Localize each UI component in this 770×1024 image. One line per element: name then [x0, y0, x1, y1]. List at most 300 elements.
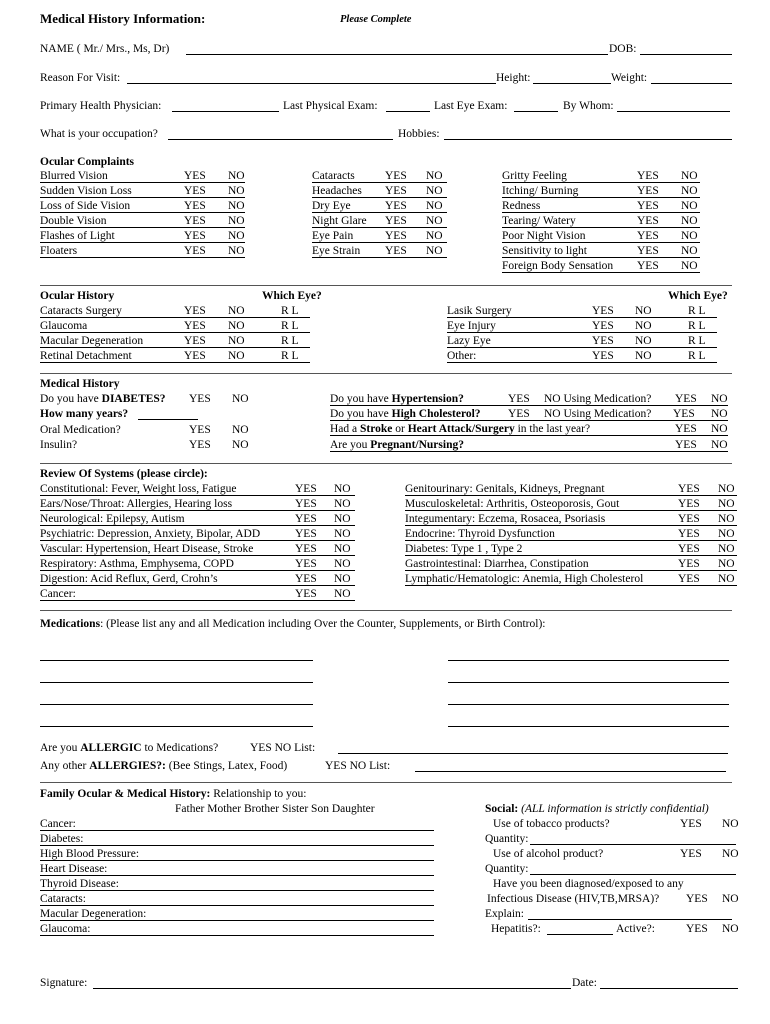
family-history-item: Cataracts: — [40, 893, 86, 905]
history-no[interactable]: NO — [635, 350, 652, 362]
review-item: Respiratory: Asthma, Emphysema, COPD — [40, 558, 234, 570]
complaint-yes[interactable]: YES — [637, 215, 659, 227]
by-whom-field[interactable] — [617, 111, 730, 112]
allergic-options[interactable]: YES NO List: — [250, 742, 316, 754]
stroke-no[interactable]: NO — [711, 423, 728, 435]
physician-label: Primary Health Physician: — [40, 100, 162, 112]
complaint-label: Blurred Vision — [40, 170, 108, 182]
history-yes[interactable]: YES — [592, 320, 614, 332]
name-label: NAME ( Mr./ Mrs., Ms, Dr) — [40, 43, 170, 55]
complaint-yes[interactable]: YES — [385, 215, 407, 227]
insulin-label: Insulin? — [40, 439, 78, 451]
family-history-field[interactable] — [40, 875, 434, 876]
cholesterol-question: Do you have High Cholesterol? — [330, 408, 481, 420]
complaint-yes[interactable]: YES — [184, 215, 206, 227]
complaint-yes[interactable]: YES — [385, 245, 407, 257]
complaint-label: Cataracts — [312, 170, 355, 182]
row-underline — [40, 332, 310, 333]
family-history-field[interactable] — [40, 830, 434, 831]
row-underline — [40, 570, 355, 571]
review-yes[interactable]: YES — [295, 483, 317, 495]
complaint-label: Dry Eye — [312, 200, 351, 212]
history-no[interactable]: NO — [228, 350, 245, 362]
how-many-years-label: How many years? — [40, 408, 129, 420]
review-yes[interactable]: YES — [678, 543, 700, 555]
eye-select[interactable]: R L — [688, 320, 706, 332]
complaint-yes[interactable]: YES — [637, 170, 659, 182]
other-allergies-question: Any other ALLERGIES?: (Bee Stings, Latex, Food) — [40, 760, 288, 772]
review-no[interactable]: NO — [334, 573, 351, 585]
complaint-no[interactable]: NO — [426, 215, 443, 227]
family-history-field[interactable] — [40, 905, 434, 906]
review-item: Psychiatric: Depression, Anxiety, Bipolar, ADD — [40, 528, 261, 540]
complaint-label: Foreign Body Sensation — [502, 260, 614, 272]
review-item: Cancer: — [40, 588, 76, 600]
review-item: Genitourinary: Genitals, Kidneys, Pregnant — [405, 483, 605, 495]
row-underline — [40, 525, 355, 526]
row-underline — [40, 212, 245, 213]
last-physical-field[interactable] — [386, 111, 430, 112]
medication-entry-field[interactable] — [448, 660, 729, 661]
cholesterol-yes[interactable]: YES — [508, 408, 530, 420]
complaint-no[interactable]: NO — [228, 230, 245, 242]
review-yes[interactable]: YES — [678, 513, 700, 525]
ocular-history-item: Retinal Detachment — [40, 350, 132, 362]
complaint-no[interactable]: NO — [228, 215, 245, 227]
signature-label: Signature: — [40, 977, 88, 989]
complaint-label: Flashes of Light — [40, 230, 115, 242]
row-underline — [330, 405, 728, 406]
hypertension-question: Do you have Hypertension? — [330, 393, 464, 405]
last-eye-label: Last Eye Exam: — [434, 100, 508, 112]
complaint-no[interactable]: NO — [426, 185, 443, 197]
hepatitis-label: Hepatitis?: — [491, 923, 541, 935]
family-history-item: Diabetes: — [40, 833, 84, 845]
complaint-no[interactable]: NO — [681, 260, 698, 272]
form-title: Medical History Information: — [40, 11, 206, 26]
history-no[interactable]: NO — [228, 305, 245, 317]
row-underline — [330, 420, 728, 421]
row-underline — [40, 242, 245, 243]
row-underline — [405, 510, 737, 511]
ocular-history-item: Other: — [447, 350, 477, 362]
row-underline — [312, 212, 447, 213]
eye-select[interactable]: R L — [281, 350, 299, 362]
complaint-yes[interactable]: YES — [184, 185, 206, 197]
tobacco-yes[interactable]: YES — [680, 818, 702, 830]
infectious-yes[interactable]: YES — [686, 893, 708, 905]
complaint-no[interactable]: NO — [681, 185, 698, 197]
eye-select[interactable]: R L — [688, 335, 706, 347]
complaint-yes[interactable]: YES — [184, 200, 206, 212]
medical-history-heading: Medical History — [40, 378, 120, 390]
complaint-no[interactable]: NO — [681, 230, 698, 242]
complaint-no[interactable]: NO — [426, 245, 443, 257]
review-item: Vascular: Hypertension, Heart Disease, Stroke — [40, 543, 254, 555]
family-history-item: Thyroid Disease: — [40, 878, 119, 890]
height-label: Height: — [496, 72, 531, 84]
history-yes[interactable]: YES — [184, 320, 206, 332]
row-underline — [405, 570, 737, 571]
review-yes[interactable]: YES — [678, 498, 700, 510]
row-underline — [40, 347, 310, 348]
eye-select[interactable]: R L — [281, 305, 299, 317]
row-underline — [312, 242, 447, 243]
family-history-item: High Blood Pressure: — [40, 848, 140, 860]
divider — [40, 463, 732, 464]
eye-select[interactable]: R L — [281, 335, 299, 347]
hypertension-med-no[interactable]: NO — [711, 393, 728, 405]
family-relations-header: Father Mother Brother Sister Son Daughter — [175, 803, 375, 815]
row-underline — [40, 510, 355, 511]
eye-select[interactable]: R L — [281, 320, 299, 332]
family-history-item: Heart Disease: — [40, 863, 108, 875]
history-yes[interactable]: YES — [184, 350, 206, 362]
complaint-label: Tearing/ Watery — [502, 215, 576, 227]
review-yes[interactable]: YES — [678, 573, 700, 585]
history-no[interactable]: NO — [228, 335, 245, 347]
divider — [40, 782, 732, 783]
complaint-no[interactable]: NO — [228, 170, 245, 182]
row-underline — [40, 585, 355, 586]
medications-heading: Medications: (Please list any and all Medication including Over the Counter, Supplements, or Birth Control): — [40, 618, 546, 630]
pregnant-yes[interactable]: YES — [675, 439, 697, 451]
stroke-yes[interactable]: YES — [675, 423, 697, 435]
complaint-no[interactable]: NO — [681, 170, 698, 182]
hepatitis-field[interactable] — [547, 934, 613, 935]
review-no[interactable]: NO — [334, 513, 351, 525]
divider — [40, 285, 732, 286]
review-yes[interactable]: YES — [295, 498, 317, 510]
row-underline — [405, 585, 737, 586]
review-item: Integumentary: Eczema, Rosacea, Psoriasis — [405, 513, 606, 525]
review-item: Constitutional: Fever, Weight loss, Fatigue — [40, 483, 237, 495]
last-eye-field[interactable] — [514, 111, 558, 112]
family-heading: Family Ocular & Medical History: Relationship to you: — [40, 788, 307, 800]
ocular-history-item: Glaucoma — [40, 320, 88, 332]
other-allergies-list-field[interactable] — [415, 771, 726, 772]
family-history-item: Glaucoma: — [40, 923, 91, 935]
history-yes[interactable]: YES — [184, 335, 206, 347]
review-yes[interactable]: YES — [295, 573, 317, 585]
row-underline — [447, 347, 717, 348]
row-underline — [405, 525, 737, 526]
row-underline — [312, 227, 447, 228]
ocular-history-item: Macular Degeneration — [40, 335, 144, 347]
alcohol-no[interactable]: NO — [722, 848, 739, 860]
occupation-field[interactable] — [168, 139, 393, 140]
review-item: Ears/Nose/Throat: Allergies, Hearing loss — [40, 498, 233, 510]
row-underline — [40, 600, 355, 601]
medication-entry-field[interactable] — [40, 726, 313, 727]
complaint-yes[interactable]: YES — [184, 170, 206, 182]
row-underline — [40, 362, 310, 363]
row-underline — [40, 555, 355, 556]
medication-entry-field[interactable] — [40, 704, 313, 705]
diagnosed-question-2: Infectious Disease (HIV,TB,MRSA)? — [487, 893, 660, 905]
row-underline — [312, 197, 447, 198]
which-eye-left: Which Eye? — [262, 290, 322, 302]
family-history-field[interactable] — [40, 920, 434, 921]
review-yes[interactable]: YES — [295, 588, 317, 600]
infectious-no[interactable]: NO — [722, 893, 739, 905]
complaint-label: Headaches — [312, 185, 362, 197]
row-underline — [502, 242, 700, 243]
family-history-item: Cancer: — [40, 818, 76, 830]
row-underline — [502, 257, 700, 258]
weight-label: Weight: — [611, 72, 648, 84]
row-underline — [502, 227, 700, 228]
hepatitis-no[interactable]: NO — [722, 923, 739, 935]
insulin-no[interactable]: NO — [232, 439, 249, 451]
row-underline — [447, 362, 717, 363]
hypertension-yes[interactable]: YES — [508, 393, 530, 405]
review-no[interactable]: NO — [718, 573, 735, 585]
ocular-history-item: Lasik Surgery — [447, 305, 512, 317]
row-underline — [40, 197, 245, 198]
oral-medication-label: Oral Medication? — [40, 424, 121, 436]
row-underline — [502, 182, 700, 183]
row-underline — [40, 227, 245, 228]
tobacco-quantity-label: Quantity: — [485, 833, 529, 845]
complaint-label: Poor Night Vision — [502, 230, 586, 242]
complaint-yes[interactable]: YES — [385, 230, 407, 242]
complaint-no[interactable]: NO — [228, 245, 245, 257]
cholesterol-med-no[interactable]: NO — [711, 408, 728, 420]
review-no[interactable]: NO — [718, 498, 735, 510]
review-item: Endocrine: Thyroid Dysfunction — [405, 528, 555, 540]
pregnant-no[interactable]: NO — [711, 439, 728, 451]
reason-field[interactable] — [127, 83, 496, 84]
explain-label: Explain: — [485, 908, 524, 920]
date-field[interactable] — [600, 988, 738, 989]
weight-field[interactable] — [651, 83, 732, 84]
row-underline — [40, 495, 355, 496]
complaint-yes[interactable]: YES — [184, 230, 206, 242]
allergic-question: Are you ALLERGIC to Medications? — [40, 742, 219, 754]
signature-field[interactable] — [93, 988, 571, 989]
allergic-list-field[interactable] — [338, 753, 728, 754]
history-yes[interactable]: YES — [592, 350, 614, 362]
review-no[interactable]: NO — [718, 513, 735, 525]
divider — [40, 610, 732, 611]
medication-entry-field[interactable] — [40, 682, 313, 683]
row-underline — [312, 257, 447, 258]
complaint-no[interactable]: NO — [681, 215, 698, 227]
name-field[interactable] — [186, 54, 608, 55]
family-history-field[interactable] — [40, 860, 434, 861]
review-item: Neurological: Epilepsy, Autism — [40, 513, 185, 525]
row-underline — [405, 495, 737, 496]
row-underline — [447, 332, 717, 333]
row-underline — [502, 212, 700, 213]
review-yes[interactable]: YES — [678, 558, 700, 570]
tobacco-question: Use of tobacco products? — [493, 818, 610, 830]
family-history-field[interactable] — [40, 845, 434, 846]
review-item: Digestion: Acid Reflux, Gerd, Crohn’s — [40, 573, 218, 585]
cholesterol-med-yes[interactable]: YES — [673, 408, 695, 420]
complaint-yes[interactable]: YES — [385, 170, 407, 182]
review-no[interactable]: NO — [718, 558, 735, 570]
review-item: Lymphatic/Hematologic: Anemia, High Cholesterol — [405, 573, 644, 585]
alcohol-quantity-label: Quantity: — [485, 863, 529, 875]
review-item: Musculoskeletal: Arthritis, Osteoporosis, Gout — [405, 498, 620, 510]
complaint-label: Redness — [502, 200, 541, 212]
row-underline — [40, 540, 355, 541]
eye-select[interactable]: R L — [688, 350, 706, 362]
history-yes[interactable]: YES — [592, 335, 614, 347]
cholesterol-using-med: NO Using Medication? — [544, 408, 652, 420]
row-underline — [330, 451, 728, 452]
social-heading: Social: (ALL information is strictly confidential) — [485, 803, 709, 815]
ocular-history-item: Lazy Eye — [447, 335, 491, 347]
family-history-field[interactable] — [40, 890, 434, 891]
complaint-no[interactable]: NO — [426, 170, 443, 182]
review-no[interactable]: NO — [334, 543, 351, 555]
diabetes-yes[interactable]: YES — [189, 393, 211, 405]
review-heading: Review Of Systems (please circle): — [40, 468, 208, 480]
history-no[interactable]: NO — [635, 320, 652, 332]
row-underline — [330, 435, 728, 436]
review-no[interactable]: NO — [334, 483, 351, 495]
complaint-yes[interactable]: YES — [637, 260, 659, 272]
history-yes[interactable]: YES — [592, 305, 614, 317]
medication-entry-field[interactable] — [448, 704, 729, 705]
eye-select[interactable]: R L — [688, 305, 706, 317]
complaint-yes[interactable]: YES — [184, 245, 206, 257]
ocular-history-item: Cataracts Surgery — [40, 305, 122, 317]
pregnant-question: Are you Pregnant/Nursing? — [330, 439, 464, 451]
diabetes-question: Do you have DIABETES? — [40, 393, 166, 405]
row-underline — [405, 540, 737, 541]
complaint-no[interactable]: NO — [228, 185, 245, 197]
complaint-yes[interactable]: YES — [637, 200, 659, 212]
complaint-no[interactable]: NO — [426, 230, 443, 242]
review-no[interactable]: NO — [718, 528, 735, 540]
review-no[interactable]: NO — [334, 588, 351, 600]
row-underline — [40, 182, 245, 183]
review-no[interactable]: NO — [334, 498, 351, 510]
complaint-label: Itching/ Burning — [502, 185, 579, 197]
medication-entry-field[interactable] — [448, 726, 729, 727]
medication-entry-field[interactable] — [448, 682, 729, 683]
divider — [40, 373, 732, 374]
row-underline — [40, 317, 310, 318]
family-history-item: Macular Degeneration: — [40, 908, 147, 920]
insulin-yes[interactable]: YES — [189, 439, 211, 451]
dob-label: DOB: — [609, 43, 637, 55]
other-allergies-options[interactable]: YES NO List: — [325, 760, 391, 772]
physician-field[interactable] — [172, 111, 279, 112]
history-no[interactable]: NO — [635, 335, 652, 347]
alcohol-question: Use of alcohol product? — [493, 848, 604, 860]
row-underline — [40, 257, 245, 258]
active-label: Active?: — [616, 923, 655, 935]
review-no[interactable]: NO — [334, 558, 351, 570]
complaint-label: Loss of Side Vision — [40, 200, 131, 212]
complaint-yes[interactable]: YES — [637, 230, 659, 242]
review-no[interactable]: NO — [334, 528, 351, 540]
hypertension-using-med: NO Using Medication? — [544, 393, 652, 405]
complaint-yes[interactable]: YES — [637, 245, 659, 257]
tobacco-quantity-field[interactable] — [530, 844, 736, 845]
review-yes[interactable]: YES — [678, 483, 700, 495]
hobbies-label: Hobbies: — [398, 128, 440, 140]
ocular-history-heading: Ocular History — [40, 290, 115, 302]
alcohol-quantity-field[interactable] — [530, 874, 736, 875]
alcohol-yes[interactable]: YES — [680, 848, 702, 860]
history-no[interactable]: NO — [228, 320, 245, 332]
how-many-years-field[interactable] — [138, 419, 198, 420]
review-item: Gastrointestinal: Diarrhea, Constipation — [405, 558, 589, 570]
complaint-yes[interactable]: YES — [385, 200, 407, 212]
review-no[interactable]: NO — [718, 483, 735, 495]
tobacco-no[interactable]: NO — [722, 818, 739, 830]
medication-entry-field[interactable] — [40, 660, 313, 661]
complaint-yes[interactable]: YES — [637, 185, 659, 197]
complaint-no[interactable]: NO — [681, 200, 698, 212]
row-underline — [405, 555, 737, 556]
reason-label: Reason For Visit: — [40, 72, 121, 84]
complaint-label: Sudden Vision Loss — [40, 185, 132, 197]
diabetes-no[interactable]: NO — [232, 393, 249, 405]
review-yes[interactable]: YES — [295, 528, 317, 540]
history-no[interactable]: NO — [635, 305, 652, 317]
complaint-label: Eye Pain — [312, 230, 354, 242]
history-yes[interactable]: YES — [184, 305, 206, 317]
stroke-question: Had a Stroke or Heart Attack/Surgery in the last year? — [330, 423, 591, 435]
complaint-label: Double Vision — [40, 215, 107, 227]
complaint-label: Floaters — [40, 245, 78, 257]
row-underline — [502, 197, 700, 198]
review-no[interactable]: NO — [718, 543, 735, 555]
review-yes[interactable]: YES — [295, 543, 317, 555]
complaint-label: Gritty Feeling — [502, 170, 567, 182]
hypertension-med-yes[interactable]: YES — [675, 393, 697, 405]
hepatitis-yes[interactable]: YES — [686, 923, 708, 935]
form-note: Please Complete — [340, 14, 412, 25]
review-yes[interactable]: YES — [295, 558, 317, 570]
ocular-complaints-heading: Ocular Complaints — [40, 156, 135, 168]
occupation-label: What is your occupation? — [40, 128, 158, 140]
review-item: Diabetes: Type 1 , Type 2 — [405, 543, 523, 555]
explain-field[interactable] — [528, 919, 732, 920]
date-label: Date: — [572, 977, 597, 989]
complaint-label: Night Glare — [312, 215, 367, 227]
complaint-no[interactable]: NO — [426, 200, 443, 212]
ocular-history-item: Eye Injury — [447, 320, 496, 332]
row-underline — [502, 272, 700, 273]
row-underline — [447, 317, 717, 318]
complaint-label: Sensitivity to light — [502, 245, 587, 257]
dob-field[interactable] — [640, 54, 732, 55]
review-yes[interactable]: YES — [295, 513, 317, 525]
diagnosed-question-1: Have you been diagnosed/exposed to any — [493, 878, 684, 890]
hobbies-field[interactable] — [444, 139, 732, 140]
complaint-no[interactable]: NO — [228, 200, 245, 212]
last-physical-label: Last Physical Exam: — [283, 100, 378, 112]
complaint-no[interactable]: NO — [681, 245, 698, 257]
complaint-yes[interactable]: YES — [385, 185, 407, 197]
oral-med-no[interactable]: NO — [232, 424, 249, 436]
height-field[interactable] — [533, 83, 611, 84]
which-eye-right: Which Eye? — [668, 290, 728, 302]
oral-med-yes[interactable]: YES — [189, 424, 211, 436]
review-yes[interactable]: YES — [678, 528, 700, 540]
family-history-field[interactable] — [40, 935, 434, 936]
complaint-label: Eye Strain — [312, 245, 361, 257]
row-underline — [312, 182, 447, 183]
